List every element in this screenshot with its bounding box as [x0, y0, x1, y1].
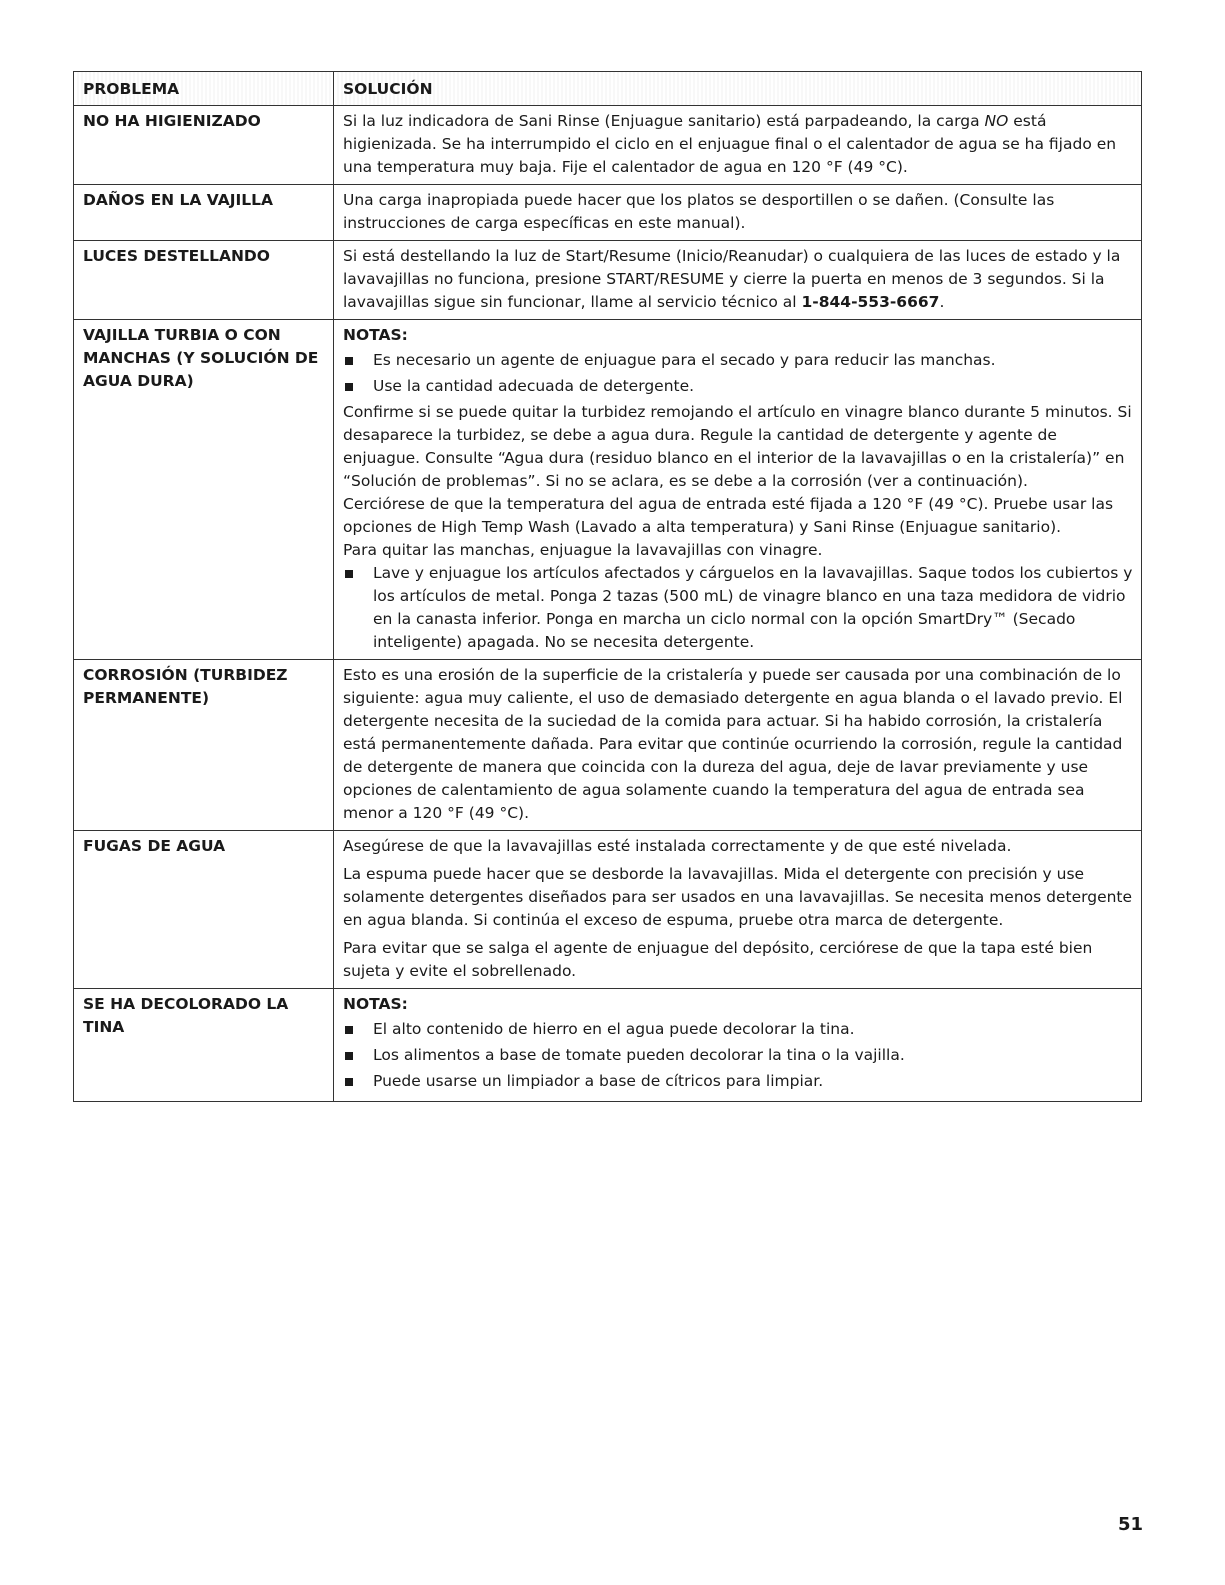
table-header-row [74, 72, 1142, 106]
list-item: El alto contenido de hierro en el agua puede decolorar la tina. [343, 1018, 1133, 1041]
emphasis-text: NO [984, 112, 1009, 130]
list-item: Los alimentos a base de tomate pueden decolorar la tina o la vajilla. [343, 1044, 1133, 1067]
solution-cell [334, 989, 1142, 1102]
solution-text: Si está destellando la luz de Start/Resume (Inicio/Reanudar) o cualquiera de las luces de estado y la lavavajillas no funciona, presione START/RESUME y cierre la puerta en menos de 3 segundos. Si la lavavajillas sigue sin funcionar, llame al servicio técnico al 1-844-553-6667. [343, 247, 1121, 311]
solution-cell [334, 831, 1142, 989]
bullet-icon [345, 357, 353, 365]
notes-label: NOTAS: [343, 326, 408, 344]
list-item: Es necesario un agente de enjuague para el secado y para reducir las manchas. [343, 349, 1133, 372]
problem-cell: VAJILLA TURBIA O CON MANCHAS (Y SOLUCIÓN DE AGUA DURA) [74, 320, 334, 660]
problem-cell: NO HA HIGIENIZADO [74, 106, 334, 185]
bullet-icon [345, 383, 353, 391]
table-row [74, 106, 1142, 185]
steps-list [343, 562, 1133, 654]
bullet-icon [345, 1052, 353, 1060]
solution-cell [334, 185, 1142, 241]
solution-text: Para evitar que se salga el agente de enjuague del depósito, cerciórese de que la tapa esté bien sujeta y evite el sobrellenado. [343, 939, 1093, 980]
solution-cell [334, 320, 1142, 660]
header-problem: PROBLEMA [74, 72, 334, 106]
bullet-icon [345, 1026, 353, 1034]
solution-cell [334, 660, 1142, 831]
solution-text: Para quitar las manchas, enjuague la lavavajillas con vinagre. [343, 541, 823, 559]
table-row [74, 660, 1142, 831]
troubleshooting-table [73, 71, 1142, 1102]
list-item: Use la cantidad adecuada de detergente. [343, 375, 1133, 398]
bullet-icon [345, 1078, 353, 1086]
table-row [74, 320, 1142, 660]
service-phone-number: 1-844-553-6667 [801, 293, 940, 311]
notes-list [343, 349, 1133, 398]
solution-text: Una carga inapropiada puede hacer que los platos se desportillen o se dañen. (Consulte las instrucciones de carga específicas en este manual). [343, 191, 1055, 232]
problem-cell: CORROSIÓN (TURBIDEZ PERMANENTE) [74, 660, 334, 831]
solution-text: Asegúrese de que la lavavajillas esté instalada correctamente y de que esté nivelada. [343, 837, 1012, 855]
header-solution: SOLUCIÓN [334, 72, 1142, 106]
solution-text: La espuma puede hacer que se desborde la lavavajillas. Mida el detergente con precisión y use solamente detergentes diseñados para ser usados en una lavavajillas. Se necesita menos detergente en agua blanda. Si continúa el exceso de espuma, pruebe otra marca de detergente. [343, 865, 1133, 929]
solution-text: Esto es una erosión de la superficie de la cristalería y puede ser causada por una combinación de lo siguiente: agua muy caliente, el uso de demasiado detergente en agua blanda o el lavado previo. El detergente necesita de la suciedad de la comida para actuar. Si ha habido corrosión, la cristalería está permanentemente dañada. Para evitar que continúe ocurriendo la corrosión, regule la cantidad de detergente de manera que coincida con la dureza del agua, deje de lavar previamente y use opciones de calentamiento de agua solamente cuando la temperatura del agua de entrada sea menor a 120 °F (49 °C). [343, 666, 1123, 822]
table-row [74, 831, 1142, 989]
list-item: Lave y enjuague los artículos afectados y cárguelos en la lavavajillas. Saque todos los cubiertos y los artículos de metal. Ponga 2 tazas (500 mL) de vinagre blanco en una taza medidora de vidrio en la canasta inferior. Ponga en marcha un ciclo normal con la opción SmartDry™ (Secado inteligente) apagada. No se necesita detergente. [343, 562, 1133, 654]
problem-cell: LUCES DESTELLANDO [74, 241, 334, 320]
table-row [74, 241, 1142, 320]
table-row [74, 185, 1142, 241]
problem-cell: DAÑOS EN LA VAJILLA [74, 185, 334, 241]
solution-text: Confirme si se puede quitar la turbidez remojando el artículo en vinagre blanco durante 5 minutos. Si desaparece la turbidez, se debe a agua dura. Regule la cantidad de detergente y agente de enjuague. Consulte “Agua dura (residuo blanco en el interior de la lavavajillas o en la cristalería)” en “Solución de problemas”. Si no se aclara, es se debe a la corrosión (ver a continuación). [343, 403, 1132, 490]
notes-list [343, 1018, 1133, 1093]
table-row [74, 989, 1142, 1102]
page-number: 51 [1118, 1514, 1144, 1535]
notes-label: NOTAS: [343, 995, 408, 1013]
solution-cell [334, 106, 1142, 185]
solution-text: Si la luz indicadora de Sani Rinse (Enjuague sanitario) está parpadeando, la carga NO está higienizada. Se ha interrumpido el ciclo en el enjuague final o el calentador de agua se ha fijado en una temperatura muy baja. Fije el calentador de agua en 120 °F (49 °C). [343, 112, 1117, 176]
solution-cell [334, 241, 1142, 320]
bullet-icon [345, 570, 353, 578]
problem-cell: FUGAS DE AGUA [74, 831, 334, 989]
list-item: Puede usarse un limpiador a base de cítricos para limpiar. [343, 1070, 1133, 1093]
solution-text: Cerciórese de que la temperatura del agua de entrada esté fijada a 120 °F (49 °C). Pruebe usar las opciones de High Temp Wash (Lavado a alta temperatura) y Sani Rinse (Enjuague sanitario). [343, 495, 1114, 536]
problem-cell: SE HA DECOLORADO LA TINA [74, 989, 334, 1102]
